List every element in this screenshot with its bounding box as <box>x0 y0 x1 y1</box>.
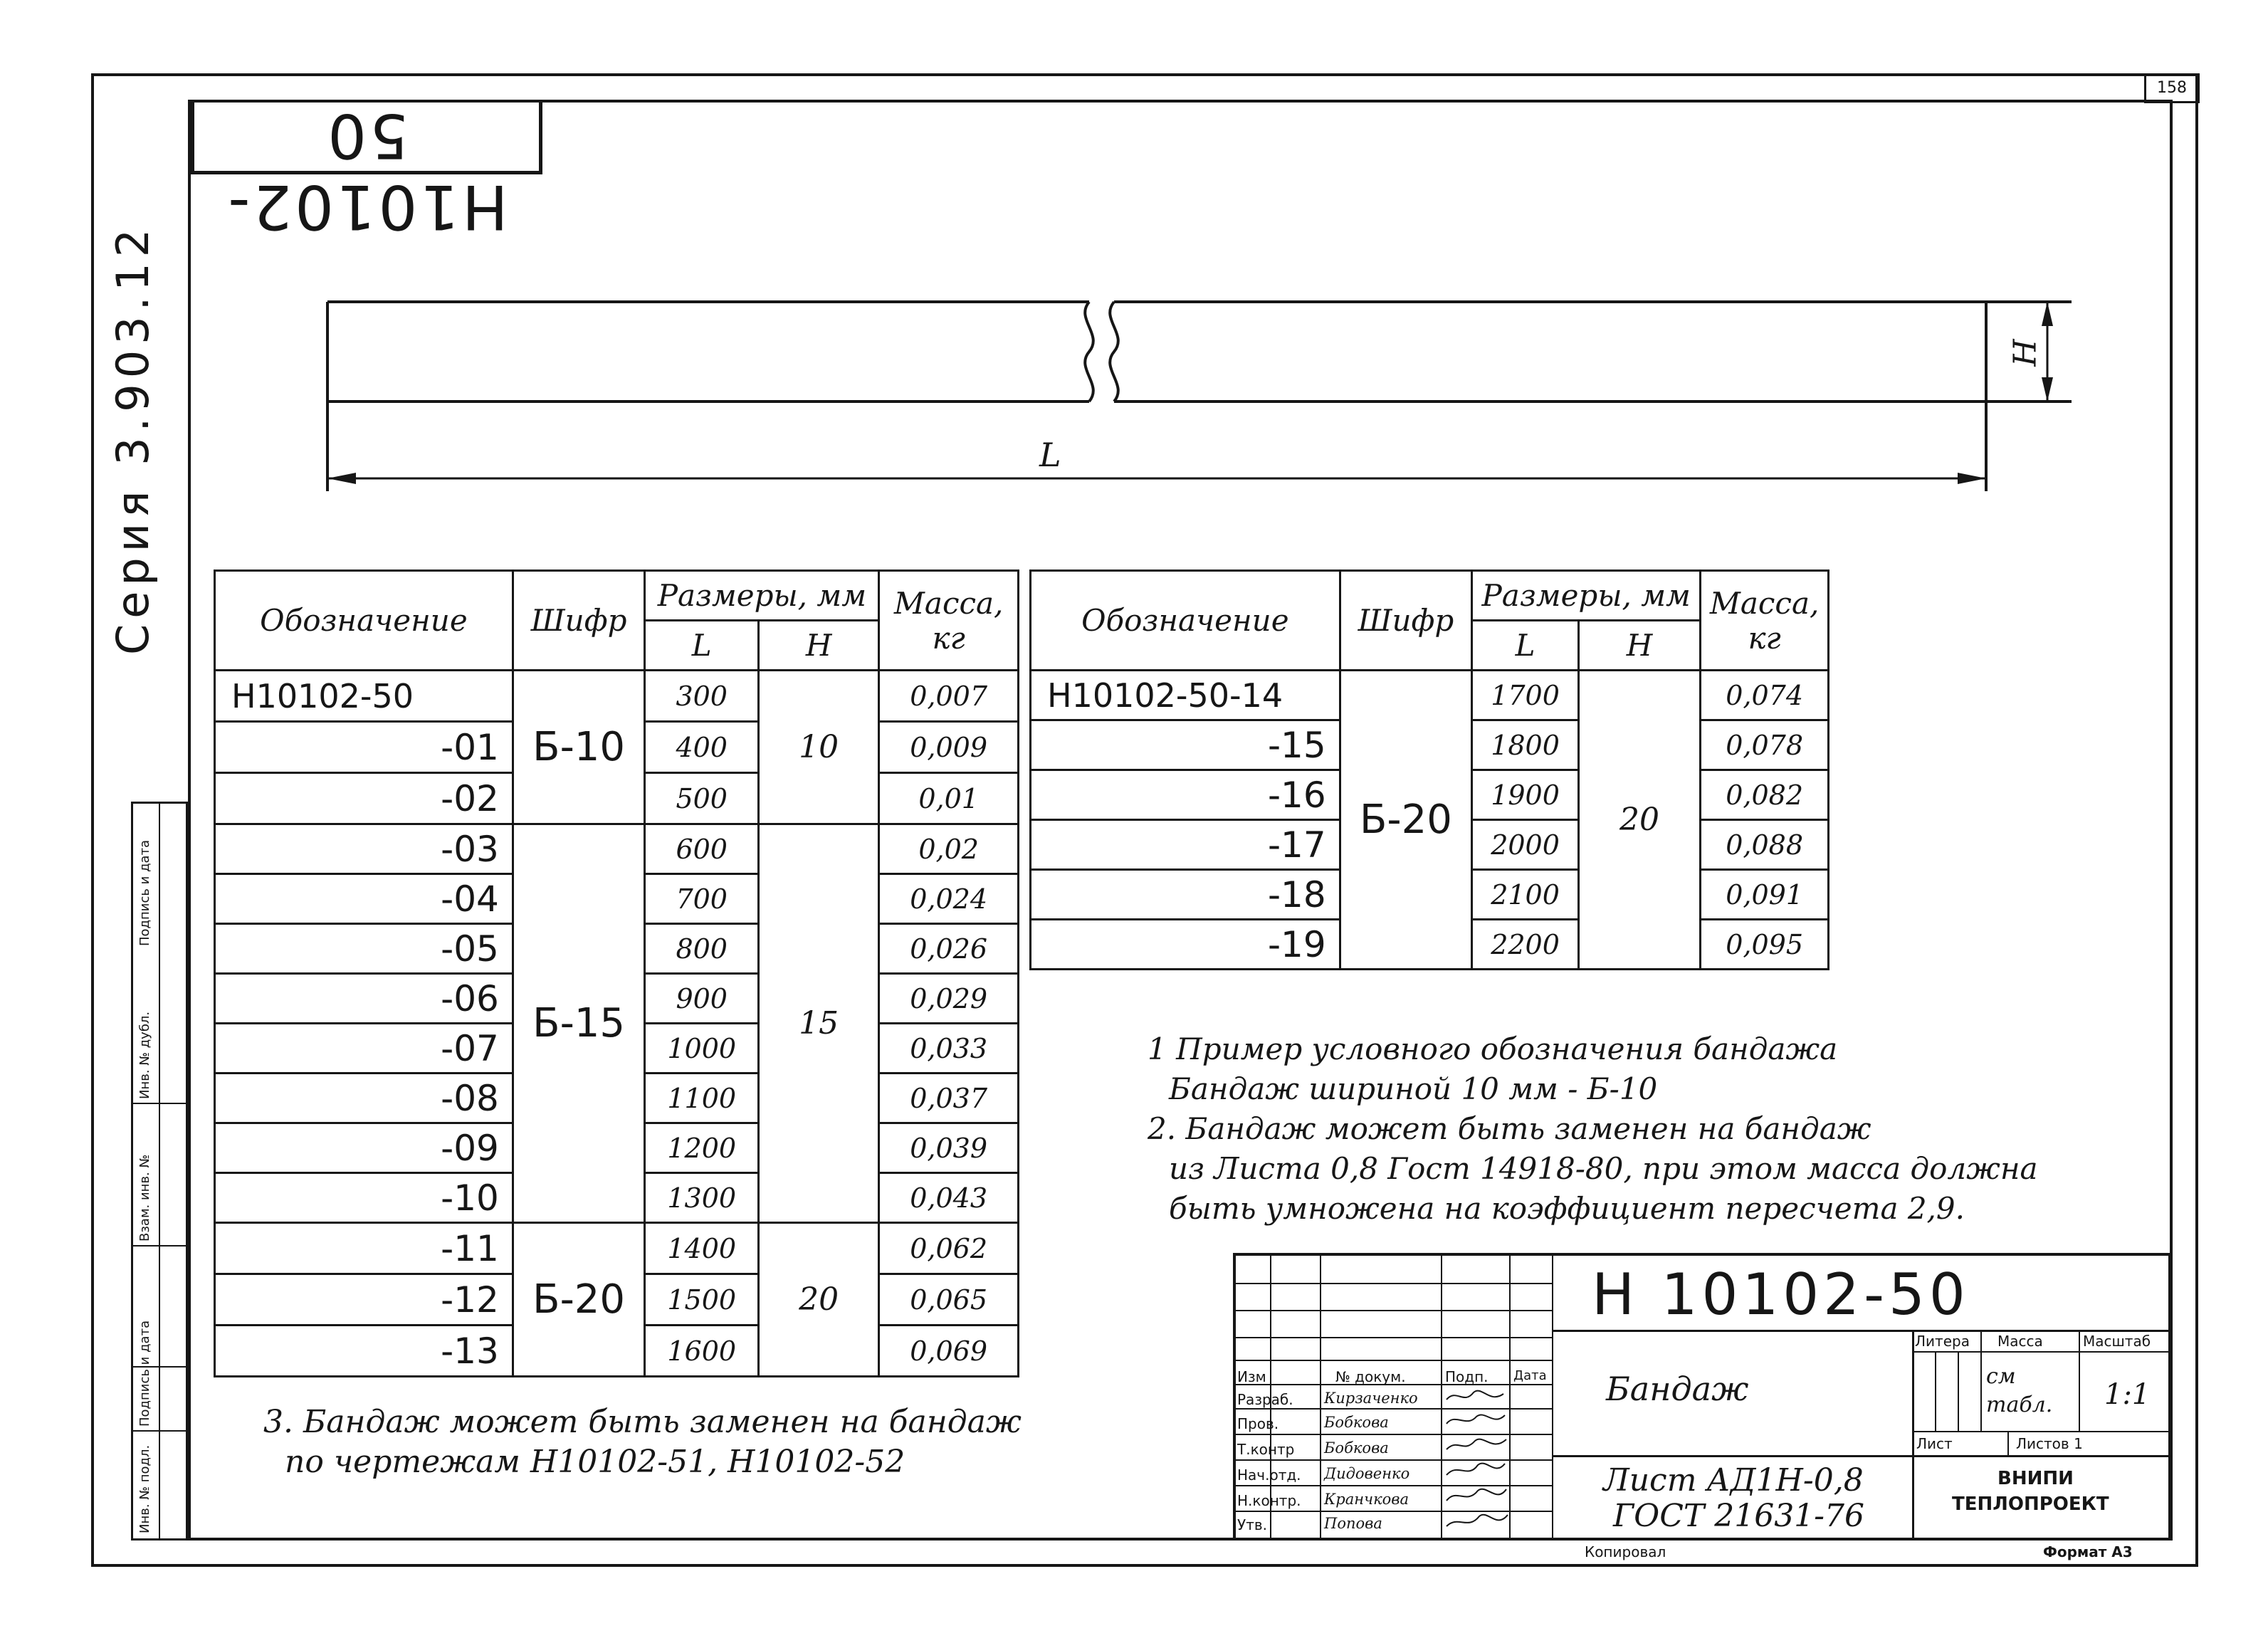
length-cell: 600 <box>645 824 759 874</box>
side-label: Инв. № дубл. <box>137 1011 152 1099</box>
cipher-cell: Б-15 <box>513 824 645 1223</box>
header-mass <box>879 571 1019 671</box>
header-mass-text: Масса, <box>1709 585 1820 621</box>
length-cell: 1000 <box>645 1024 759 1074</box>
mass-cell: 0,043 <box>879 1173 1019 1223</box>
mass-cell: 0,065 <box>879 1274 1019 1326</box>
length-cell: 700 <box>645 874 759 924</box>
title-code: H 10102-50 <box>1592 1261 1970 1328</box>
table-row <box>215 1223 1019 1274</box>
col-sign: Подп. <box>1445 1368 1489 1385</box>
height-cell: 20 <box>1578 671 1700 970</box>
length-cell: 1800 <box>1472 720 1579 770</box>
designation-cell: -19 <box>1031 920 1340 970</box>
designation-cell: -05 <box>215 924 513 974</box>
note-3 <box>263 1402 1022 1482</box>
length-cell: 1100 <box>645 1074 759 1123</box>
header-h: H <box>1578 621 1700 671</box>
header-mass <box>1701 571 1829 671</box>
notes-1-2 <box>1148 1029 2038 1229</box>
designation-cell: -07 <box>215 1024 513 1074</box>
designation-cell: -03 <box>215 824 513 874</box>
org-name-1: ВНИПИ <box>1997 1468 2074 1489</box>
litera-label: Литера <box>1915 1333 1970 1350</box>
header-cipher: Шифр <box>513 571 645 671</box>
length-cell: 2200 <box>1472 920 1579 970</box>
mass-cell: 0,007 <box>879 671 1019 722</box>
length-cell: 1200 <box>645 1123 759 1173</box>
mass-cell: 0,074 <box>1701 671 1829 720</box>
designation-cell: -02 <box>215 773 513 824</box>
mass-cell: 0,033 <box>879 1024 1019 1074</box>
length-cell: 1600 <box>645 1326 759 1377</box>
length-cell: 1700 <box>1472 671 1579 720</box>
header-mass-unit: кг <box>1748 620 1781 656</box>
length-cell: 900 <box>645 974 759 1024</box>
title-material-1: Лист АД1Н-0,8 <box>1603 1462 1864 1499</box>
mass-cell: 0,069 <box>879 1326 1019 1377</box>
designation-cell: -15 <box>1031 720 1340 770</box>
length-cell: 2000 <box>1472 820 1579 870</box>
height-cell: 10 <box>759 671 879 824</box>
table-row <box>1031 671 1829 720</box>
cipher-cell: Б-20 <box>513 1223 645 1377</box>
mass-cell: 0,029 <box>879 974 1019 1024</box>
height-cell: 20 <box>759 1223 879 1377</box>
side-label: Взам. инв. № <box>137 1154 152 1242</box>
header-mass-unit: кг <box>932 620 965 656</box>
mass-cell: 0,091 <box>1701 870 1829 920</box>
role-label: Разраб. <box>1237 1391 1293 1408</box>
rotated-code-text: H10102-50 <box>225 100 508 242</box>
header-sizes: Размеры, мм <box>645 571 879 621</box>
table-row <box>215 671 1019 722</box>
designation-cell: H10102-50-14 <box>1031 671 1340 720</box>
sheet-number: 158 <box>2144 73 2200 103</box>
length-cell: 300 <box>645 671 759 722</box>
designation-cell: -16 <box>1031 770 1340 820</box>
header-designation: Обозначение <box>215 571 513 671</box>
spec-table-left <box>214 570 1019 1377</box>
designation-cell: -01 <box>215 722 513 773</box>
role-name: Кирзаченко <box>1324 1390 1418 1407</box>
role-label: Нач.отд. <box>1237 1466 1301 1484</box>
mass-cell: 0,01 <box>879 773 1019 824</box>
note-2-line-3: быть умножена на коэффициент пересчета 2,9. <box>1169 1191 1965 1226</box>
mass-value: см табл. <box>1986 1364 2053 1417</box>
mass-cell: 0,082 <box>1701 770 1829 820</box>
mass-cell: 0,02 <box>879 824 1019 874</box>
header-l: L <box>1472 621 1579 671</box>
role-name: Бобкова <box>1324 1414 1389 1431</box>
note-2-line-1: 2. Бандаж может быть заменен на бандаж <box>1148 1111 1871 1146</box>
mass-cell: 0,095 <box>1701 920 1829 970</box>
role-label: Т.контр <box>1237 1441 1295 1458</box>
role-name: Кранчкова <box>1324 1491 1409 1508</box>
note-3-line-2: по чертежам H10102-51, H10102-52 <box>285 1444 905 1480</box>
header-designation: Обозначение <box>1031 571 1340 671</box>
length-cell: 1500 <box>645 1274 759 1326</box>
designation-cell: -04 <box>215 874 513 924</box>
length-cell: 1900 <box>1472 770 1579 820</box>
side-label: Подпись и дата <box>137 839 152 946</box>
cipher-cell: Б-20 <box>1340 671 1472 970</box>
length-cell: 400 <box>645 722 759 773</box>
role-name: Дидовенко <box>1324 1465 1410 1482</box>
sheets-label: Листов 1 <box>2016 1435 2083 1452</box>
signature-scribbles <box>1442 1384 1513 1541</box>
mass-cell: 0,062 <box>879 1223 1019 1274</box>
col-izm: Изм <box>1237 1368 1266 1385</box>
designation-cell: -12 <box>215 1274 513 1326</box>
side-label: Инв. № подл. <box>137 1444 152 1533</box>
designation-cell: -13 <box>215 1326 513 1377</box>
scale-value: 1:1 <box>2104 1378 2151 1411</box>
mass-cell: 0,024 <box>879 874 1019 924</box>
copied-label: Копировал <box>1585 1543 1666 1560</box>
role-label: Н.контр. <box>1237 1492 1301 1509</box>
length-cell: 800 <box>645 924 759 974</box>
length-cell: 1300 <box>645 1173 759 1223</box>
mass-cell: 0,078 <box>1701 720 1829 770</box>
cipher-cell: Б-10 <box>513 671 645 824</box>
title-name: Бандаж <box>1606 1370 1749 1408</box>
massa-label: Масса <box>1997 1333 2043 1350</box>
note-3-line-1: 3. Бандаж может быть заменен на бандаж <box>263 1404 1022 1440</box>
note-1-line-2: Бандаж шириной 10 мм - Б-10 <box>1169 1071 1658 1106</box>
mass-cell: 0,088 <box>1701 820 1829 870</box>
designation-cell: -11 <box>215 1223 513 1274</box>
length-cell: 2100 <box>1472 870 1579 920</box>
spec-table-right <box>1029 570 1829 970</box>
designation-cell: -08 <box>215 1074 513 1123</box>
title-block <box>1233 1253 2171 1541</box>
mass-cell: 0,026 <box>879 924 1019 974</box>
org-name-2: ТЕПЛОПРОЕКТ <box>1952 1494 2109 1515</box>
header-cipher: Шифр <box>1340 571 1472 671</box>
role-name: Бобкова <box>1324 1439 1389 1457</box>
masshtab-label: Масштаб <box>2083 1333 2151 1350</box>
format-label: Формат А3 <box>2043 1543 2133 1560</box>
header-sizes: Размеры, мм <box>1472 571 1701 621</box>
dimension-h-label: H <box>2007 339 2044 367</box>
side-stamp-strip <box>131 802 188 1541</box>
col-doc: № докум. <box>1335 1368 1406 1385</box>
sheet-label: Лист <box>1916 1435 1953 1452</box>
header-mass-text: Масса, <box>893 585 1004 621</box>
length-cell: 500 <box>645 773 759 824</box>
role-label: Утв. <box>1237 1516 1267 1533</box>
role-label: Пров. <box>1237 1415 1279 1432</box>
height-cell: 15 <box>759 824 879 1223</box>
series-label: Серия 3.903.12 <box>107 223 159 655</box>
mass-cell: 0,039 <box>879 1123 1019 1173</box>
designation-cell: -10 <box>215 1173 513 1223</box>
side-label: Подпись и дата <box>137 1320 152 1427</box>
role-name: Попова <box>1324 1515 1382 1532</box>
designation-cell: -09 <box>215 1123 513 1173</box>
note-1-line-1: 1 Пример условного обозначения бандажа <box>1148 1032 1838 1066</box>
designation-cell: -18 <box>1031 870 1340 920</box>
mass-cell: 0,037 <box>879 1074 1019 1123</box>
note-2-line-2: из Листа 0,8 Гост 14918-80, при этом масса должна <box>1169 1151 2038 1186</box>
designation-cell: H10102-50 <box>215 671 513 722</box>
designation-cell: -17 <box>1031 820 1340 870</box>
title-material-2: ГОСТ 21631-76 <box>1613 1498 1865 1534</box>
dimension-l-label: L <box>1039 436 1061 474</box>
designation-cell: -06 <box>215 974 513 1024</box>
header-l: L <box>645 621 759 671</box>
header-h: H <box>759 621 879 671</box>
length-cell: 1400 <box>645 1223 759 1274</box>
col-date: Дата <box>1513 1368 1547 1383</box>
table-row <box>215 824 1019 874</box>
mass-cell: 0,009 <box>879 722 1019 773</box>
